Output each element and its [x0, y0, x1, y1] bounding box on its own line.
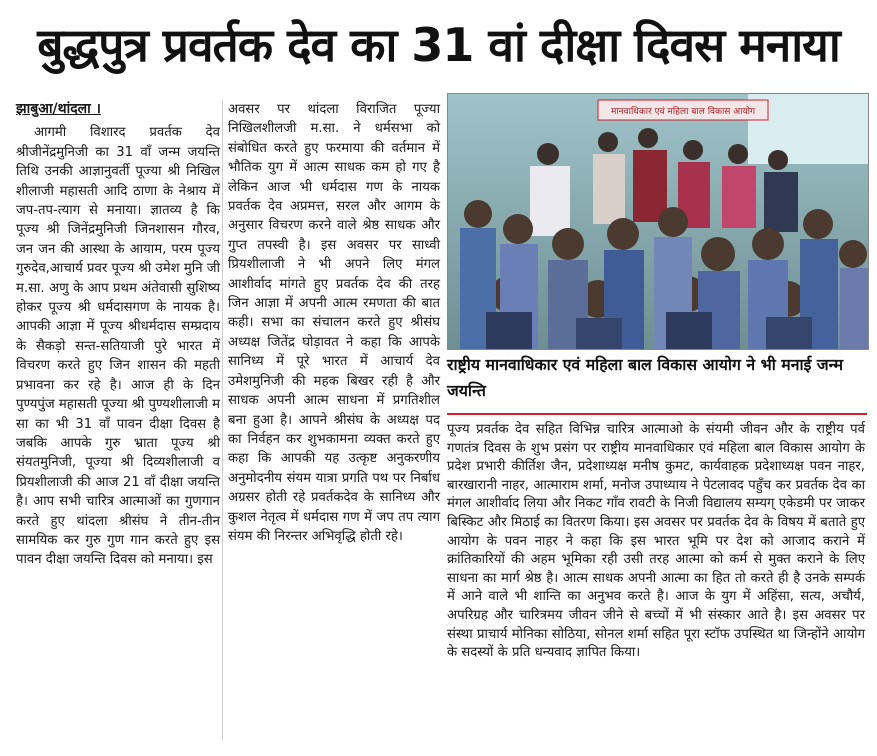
dateline: झाबुआ/थांदला । [16, 101, 101, 117]
column-1-text: आगमी विशारद प्रवर्तक देव श्रीजीनेंद्रमुनिजी का 31 वाँ जन्म जयन्ति तिथि उनकी आज्ञानुवर्ती पूज्या श्री निखिल शीलाजी महासती आदि ठाणा के नेश्राय में जप-तप-त्याग से मनाया। ज्ञातव्य है कि पूज्य श्री जिनेंद्रमुनिजी जिनशासन गौरव, जन जन की आस्था के आयाम, परम पूज्य गुरुदेव,आचार्य प्रवर पूज्य श्री उमेश मुनि जी म.सा. अणु के आप प्रथम अंतेवासी सुशिष्य होकर पूज्य श्री धर्मदासगण के नायक है। आपकी आज्ञा में पूज्य श्रीधर्मदास सम्प्रदाय के सैकड़ो सन्त-सतियाजी पुरे भारत में विचरण करते हुए जिन शासन की महती प्रभावना कर रहे है। आज ही के दिन पुण्यपुंज महासती पूज्या श्री पुण्यशीलाजी म सा का भी 31 वाँ पावन दीक्षा दिवस है जबकि आपके गुरु भ्राता पूज्य श्री संयतमुनिजी, पूज्या श्री दिव्यशीलाजी व प्रियशीलाजी की आज 21 वाँ दीक्षा जयन्ति है। आप सभी चारित्र आत्माओं का गुणगान करते हुए थांदला श्रीसंघ ने तीन-तीन सामयिक कर गुरु गुण गान करते हुए इस पावन दीक्षा जयन्ति दिवस को मनाया। इस [16, 125, 220, 568]
caption-rule [447, 413, 867, 415]
headline: बुद्धपुत्र प्रवर्तक देव का 31 वां दीक्षा दिवस मनाया [37, 18, 840, 72]
news-photo [447, 93, 869, 350]
column-3 [447, 421, 865, 663]
column-1 [16, 100, 220, 570]
column-divider [222, 100, 223, 740]
column-2 [228, 100, 440, 546]
photo-banner-text: मानवाधिकार एवं महिला बाल विकास आयोग [610, 107, 756, 117]
photo-illustration [448, 94, 868, 349]
column-3-text: पूज्य प्रवर्तक देव सहित विभिन्न चारित्र आत्माओ के संयमी जीवन और के राष्ट्रीय पर्व गणतंत्र दिवस के शुभ प्रसंग पर राष्ट्रीय मानवाधिकार एवं महिला बाल विकास आयोग के प्रदेश प्रभारी कीर्तिश जैन, प्रदेशाध्यक्ष मनीष कुमट, कार्यवाहक प्रदेशाध्यक्ष पवन नाहर, बारखारानी नाहर, आत्माराम शर्मा, मनोज उपाध्याय ने पेटलावद पहुँच कर प्रवर्तक देव का मंगल आशीर्वाद लिया और निकट गाँव रावटी के निजी विद्यालय सम्यग् एकेडमी पर जाकर बिस्किट और मिठाई का वितरण किया। इस अवसर पर प्रवर्तक देव के विषय में बताते हुए आयोग के पवन नाहर ने कहा कि इस भारत भूमि पर देश को आजाद कराने में क्रांतिकारियों की अहम भूमिका रही उसी तरह आत्मा को कर्म से मुक्त कराने के लिए साधना का मार्ग श्रेष्ठ है। आत्म साधक अपनी आत्मा का हित तो करते ही है उनके सम्पर्क में आने वाले भी शान्ति का अनुभव करते है। आज के युग में अहिंसा, सत्य, अचौर्य, अपरिग्रह और चारित्रमय जीवन जीने से बच्चों में भी संस्कार आते है। इस अवसर पर संस्था प्राचार्य मोनिका सोठिया, सोनल शर्मा सहित पूरा स्टॉफ उपस्थित था जिन्होंने आयोग के सदस्यों के प्रति धन्यवाद ज्ञापित किया। [447, 422, 865, 661]
photo-caption: राष्ट्रीय मानवाधिकार एवं महिला बाल विकास आयोग ने भी मनाई जन्म जयन्ति [447, 355, 844, 400]
column-2-text: अवसर पर थांदला विराजित पूज्या निखिलशीलजी म.सा. ने धर्मसभा को संबोधित करते हुए फरमाया की वर्तमान में भौतिक युग में आत्म साधक कम हो गए है लेकिन आज भी धर्मदास गण के नायक प्रवर्तक देव अप्रमत्त, सरल और आगम के अनुसार विचरण करने वाले श्रेष्ठ साधक और गुप्त तपस्वी है। इस अवसर पर साध्वी प्रियशीलाजी ने भी अपने लिए मंगल आशीर्वाद मांगते हुए प्रवर्तक देव की तरह जिन आज्ञा में अपनी आत्म रमणता की बात कही। सभा का संचालन करते हुए श्रीसंघ अध्यक्ष जितेंद्र घोड़ावत ने कहा कि आपके सानिध्य में पूरे भारत में आचार्य देव उमेशमुनिजी की महक बिखर रही है और साधक अपनी आत्म साधना में प्रगतिशील बना हुआ है। आपने श्रीसंघ के अध्यक्ष पद का निर्वहन कर शुभकामना व्यक्त करते हुए कहा कि आपकी यह उत्कृष्ट अनुकरणीय अनुमोदनीय संयम यात्रा प्रगति पथ पर निर्बाध अग्रसर होती रहे प्रवर्तकदेव के सानिध्य और कुशल नेतृत्व में धर्मदास गण में जप तप त्याग संयम की निरन्तर अभिवृद्धि होती रहे। [228, 102, 440, 544]
